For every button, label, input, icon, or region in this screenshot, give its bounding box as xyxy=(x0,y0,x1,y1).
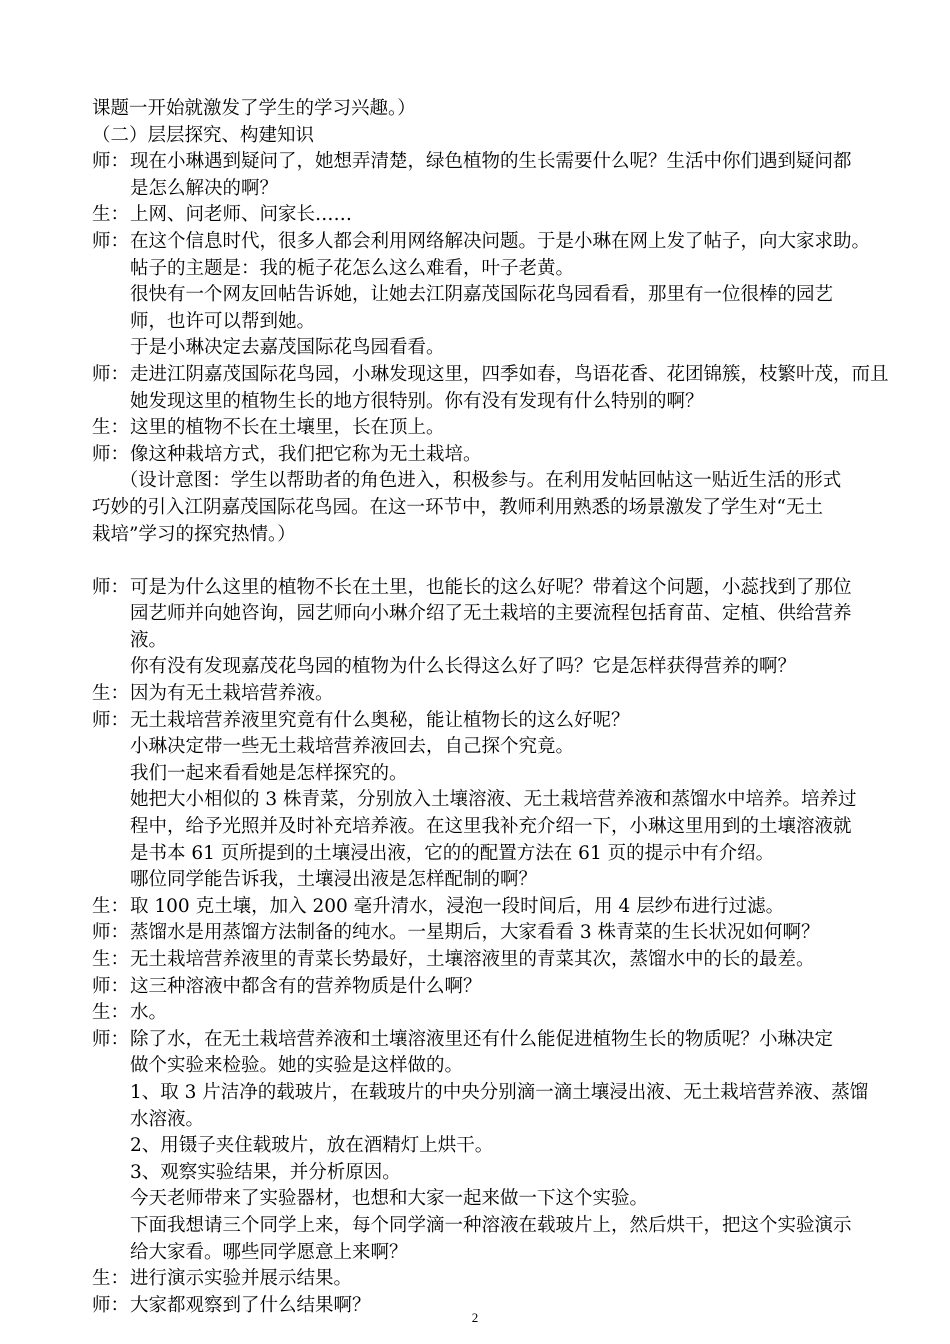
speaker-label: 师： xyxy=(92,363,130,385)
text-line xyxy=(92,415,872,442)
line-text: 课题一开始就激发了学生的学习兴趣。） xyxy=(92,98,416,119)
text-line xyxy=(92,442,872,469)
text-line xyxy=(92,335,872,362)
line-text: 现在小琳遇到疑问了，她想弄清楚，绿色植物的生长需要什么呢？生活中你们遇到疑问都 xyxy=(130,151,852,173)
line-text: 进行演示实验并展示结果。 xyxy=(130,1268,353,1290)
line-text: 小琳决定带一些无土栽培营养液回去，自己探个究竟。 xyxy=(130,736,575,758)
text-line xyxy=(92,867,872,894)
text-line xyxy=(92,1213,872,1240)
text-line xyxy=(92,309,872,336)
text-line xyxy=(92,229,872,256)
line-text: 液。 xyxy=(130,629,168,651)
text-line xyxy=(92,256,872,283)
text-line xyxy=(92,974,872,1001)
text-line xyxy=(92,389,872,416)
speaker-label: 师： xyxy=(92,975,130,997)
speaker-label: 师： xyxy=(92,576,130,598)
page-number: 2 xyxy=(471,1310,479,1325)
line-text: 下面我想请三个同学上来，每个同学滴一种溶液在载玻片上，然后烘干，把这个实验演示 xyxy=(130,1214,852,1236)
speaker-label: 师： xyxy=(92,922,130,944)
text-line xyxy=(92,1266,872,1293)
text-line xyxy=(92,628,872,655)
line-text: 程中，给予光照并及时补充培养液。在这里我补充介绍一下，小琳这里用到的土壤溶液就 xyxy=(130,816,852,838)
text-line xyxy=(92,761,872,788)
line-text: 2、用镊子夹住载玻片，放在酒精灯上烘干。 xyxy=(130,1135,494,1157)
line-text: 水溶液。 xyxy=(130,1108,205,1130)
text-line xyxy=(92,1027,872,1054)
line-text: 可是为什么这里的植物不长在土里，也能长的这么好呢？带着这个问题，小蕊找到了那位 xyxy=(130,576,852,598)
line-text: 无土栽培营养液里的青菜长势最好，土壤溶液里的青菜其次，蒸馏水中的长的最差。 xyxy=(130,949,815,970)
text-line xyxy=(92,920,872,947)
text-line xyxy=(92,1186,872,1213)
speaker-label: 师： xyxy=(92,709,130,731)
line-text: 大家都观察到了什么结果啊？ xyxy=(130,1294,371,1316)
text-line xyxy=(92,681,872,708)
text-line xyxy=(92,814,872,841)
text-line xyxy=(92,1107,872,1134)
speaker-label: 生： xyxy=(92,949,130,970)
text-line xyxy=(92,1160,872,1187)
line-text: 像这种栽培方式，我们把它称为无土栽培。 xyxy=(130,443,482,465)
text-line xyxy=(92,841,872,868)
speaker-label: 师： xyxy=(92,443,130,465)
line-text: 水。 xyxy=(130,1002,168,1024)
text-line xyxy=(92,894,872,921)
line-text: 你有没有发现嘉茂花鸟园的植物为什么长得这么好了吗？它是怎样获得营养的啊？ xyxy=(130,656,797,678)
text-line xyxy=(92,176,872,203)
line-text: 哪位同学能告诉我，土壤浸出液是怎样配制的啊？ xyxy=(130,869,538,891)
text-line xyxy=(92,282,872,309)
speaker-label: 生： xyxy=(92,204,130,226)
text-line xyxy=(92,947,872,974)
line-text: （二）层层探究、构建知识 xyxy=(92,124,315,146)
line-text: 帖子的主题是：我的栀子花怎么这么难看，叶子老黄。 xyxy=(130,257,575,279)
text-line xyxy=(92,96,872,123)
line-text: 今天老师带来了实验器材，也想和大家一起来做一下这个实验。 xyxy=(130,1188,649,1210)
text-line xyxy=(92,1240,872,1267)
line-text: 蒸馏水是用蒸馏方法制备的纯水。一星期后，大家看看 3 株青菜的生长状况如何啊？ xyxy=(130,922,820,944)
text-line xyxy=(92,601,872,628)
line-text: 园艺师并向她咨询，园艺师向小琳介绍了无土栽培的主要流程包括育苗、定植、供给营养 xyxy=(130,603,852,625)
line-text: 巧妙的引入江阴嘉茂国际花鸟园。在这一环节中，教师利用熟悉的场景激发了学生对“无土 xyxy=(92,496,823,518)
line-text: 无土栽培营养液里究竟有什么奥秘，能让植物长的这么好呢？ xyxy=(130,709,630,731)
speaker-label: 生： xyxy=(92,1268,130,1290)
line-text: 1、取 3 片洁净的载玻片，在载玻片的中央分别滴一滴土壤浸出液、无土栽培营养液、蒸馏 xyxy=(130,1081,869,1103)
line-text: 除了水，在无土栽培营养液和土壤溶液里还有什么能促进植物生长的物质呢？小琳决定 xyxy=(130,1028,834,1050)
text-line xyxy=(92,1053,872,1080)
text-line xyxy=(92,202,872,229)
line-text: 取 100 克土壤，加入 200 毫升清水，浸泡一段时间后，用 4 层纱布进行过滤。 xyxy=(130,895,785,917)
line-text: （设计意图：学生以帮助者的角色进入，积极参与。在利用发帖回帖这一贴近生活的形式 xyxy=(92,470,842,492)
line-text: 是书本 61 页所提到的土壤浸出液，它的的配置方法在 61 页的提示中有介绍。 xyxy=(130,842,775,864)
line-text: 3、观察实验结果，并分析原因。 xyxy=(130,1161,401,1183)
line-text: 这里的植物不长在土壤里，长在顶上。 xyxy=(130,417,445,439)
line-text: 她发现这里的植物生长的地方很特别。你有没有发现有什么特别的啊？ xyxy=(130,390,704,412)
speaker-label: 师： xyxy=(92,151,130,173)
line-text: 走进江阴嘉茂国际花鸟园，小琳发现这里，四季如春，鸟语花香、花团锦簇，枝繁叶茂，而且 xyxy=(130,363,889,385)
line-text: 我们一起来看看她是怎样探究的。 xyxy=(130,762,408,784)
line-text: 这三种溶液中都含有的营养物质是什么啊？ xyxy=(130,975,482,997)
line-text: 给大家看。哪些同学愿意上来啊？ xyxy=(130,1241,408,1263)
line-text: 上网、问老师、问家长…… xyxy=(130,204,353,226)
text-line xyxy=(92,149,872,176)
line-text: 师，也许可以帮到她。 xyxy=(130,310,316,332)
speaker-label: 生： xyxy=(92,417,130,439)
text-line xyxy=(92,734,872,761)
line-text: 她把大小相似的 3 株青菜，分别放入土壤溶液、无土栽培营养液和蒸馏水中培养。培养过 xyxy=(130,789,857,811)
line-text: 很快有一个网友回帖告诉她，让她去江阴嘉茂国际花鸟园看看，那里有一位很棒的园艺 xyxy=(130,284,834,306)
speaker-label: 生： xyxy=(92,683,130,705)
line-text: 做个实验来检验。她的实验是这样做的。 xyxy=(130,1055,464,1077)
line-text: 栽培”学习的探究热情。） xyxy=(92,523,296,545)
speaker-label: 师： xyxy=(92,1028,130,1050)
text-line xyxy=(92,468,872,495)
text-line xyxy=(92,1133,872,1160)
document-body xyxy=(92,96,889,1319)
text-line xyxy=(92,548,872,575)
speaker-label: 生： xyxy=(92,895,130,917)
speaker-label: 生： xyxy=(92,1002,130,1024)
text-line xyxy=(92,1080,872,1107)
line-text: 在这个信息时代，很多人都会利用网络解决问题。于是小琳在网上发了帖子，向大家求助。 xyxy=(130,230,871,252)
text-line xyxy=(92,362,889,389)
speaker-label: 师： xyxy=(92,1294,130,1316)
line-text: 因为有无土栽培营养液。 xyxy=(130,683,334,705)
line-text: 是怎么解决的啊？ xyxy=(130,177,279,199)
text-line xyxy=(92,654,872,681)
text-line xyxy=(92,1000,872,1027)
text-line xyxy=(92,123,872,150)
text-line xyxy=(92,575,872,602)
text-line xyxy=(92,708,872,735)
line-text: 于是小琳决定去嘉茂国际花鸟园看看。 xyxy=(130,337,445,359)
speaker-label: 师： xyxy=(92,230,130,252)
text-line xyxy=(92,495,872,522)
text-line xyxy=(92,787,872,814)
text-line xyxy=(92,522,872,549)
